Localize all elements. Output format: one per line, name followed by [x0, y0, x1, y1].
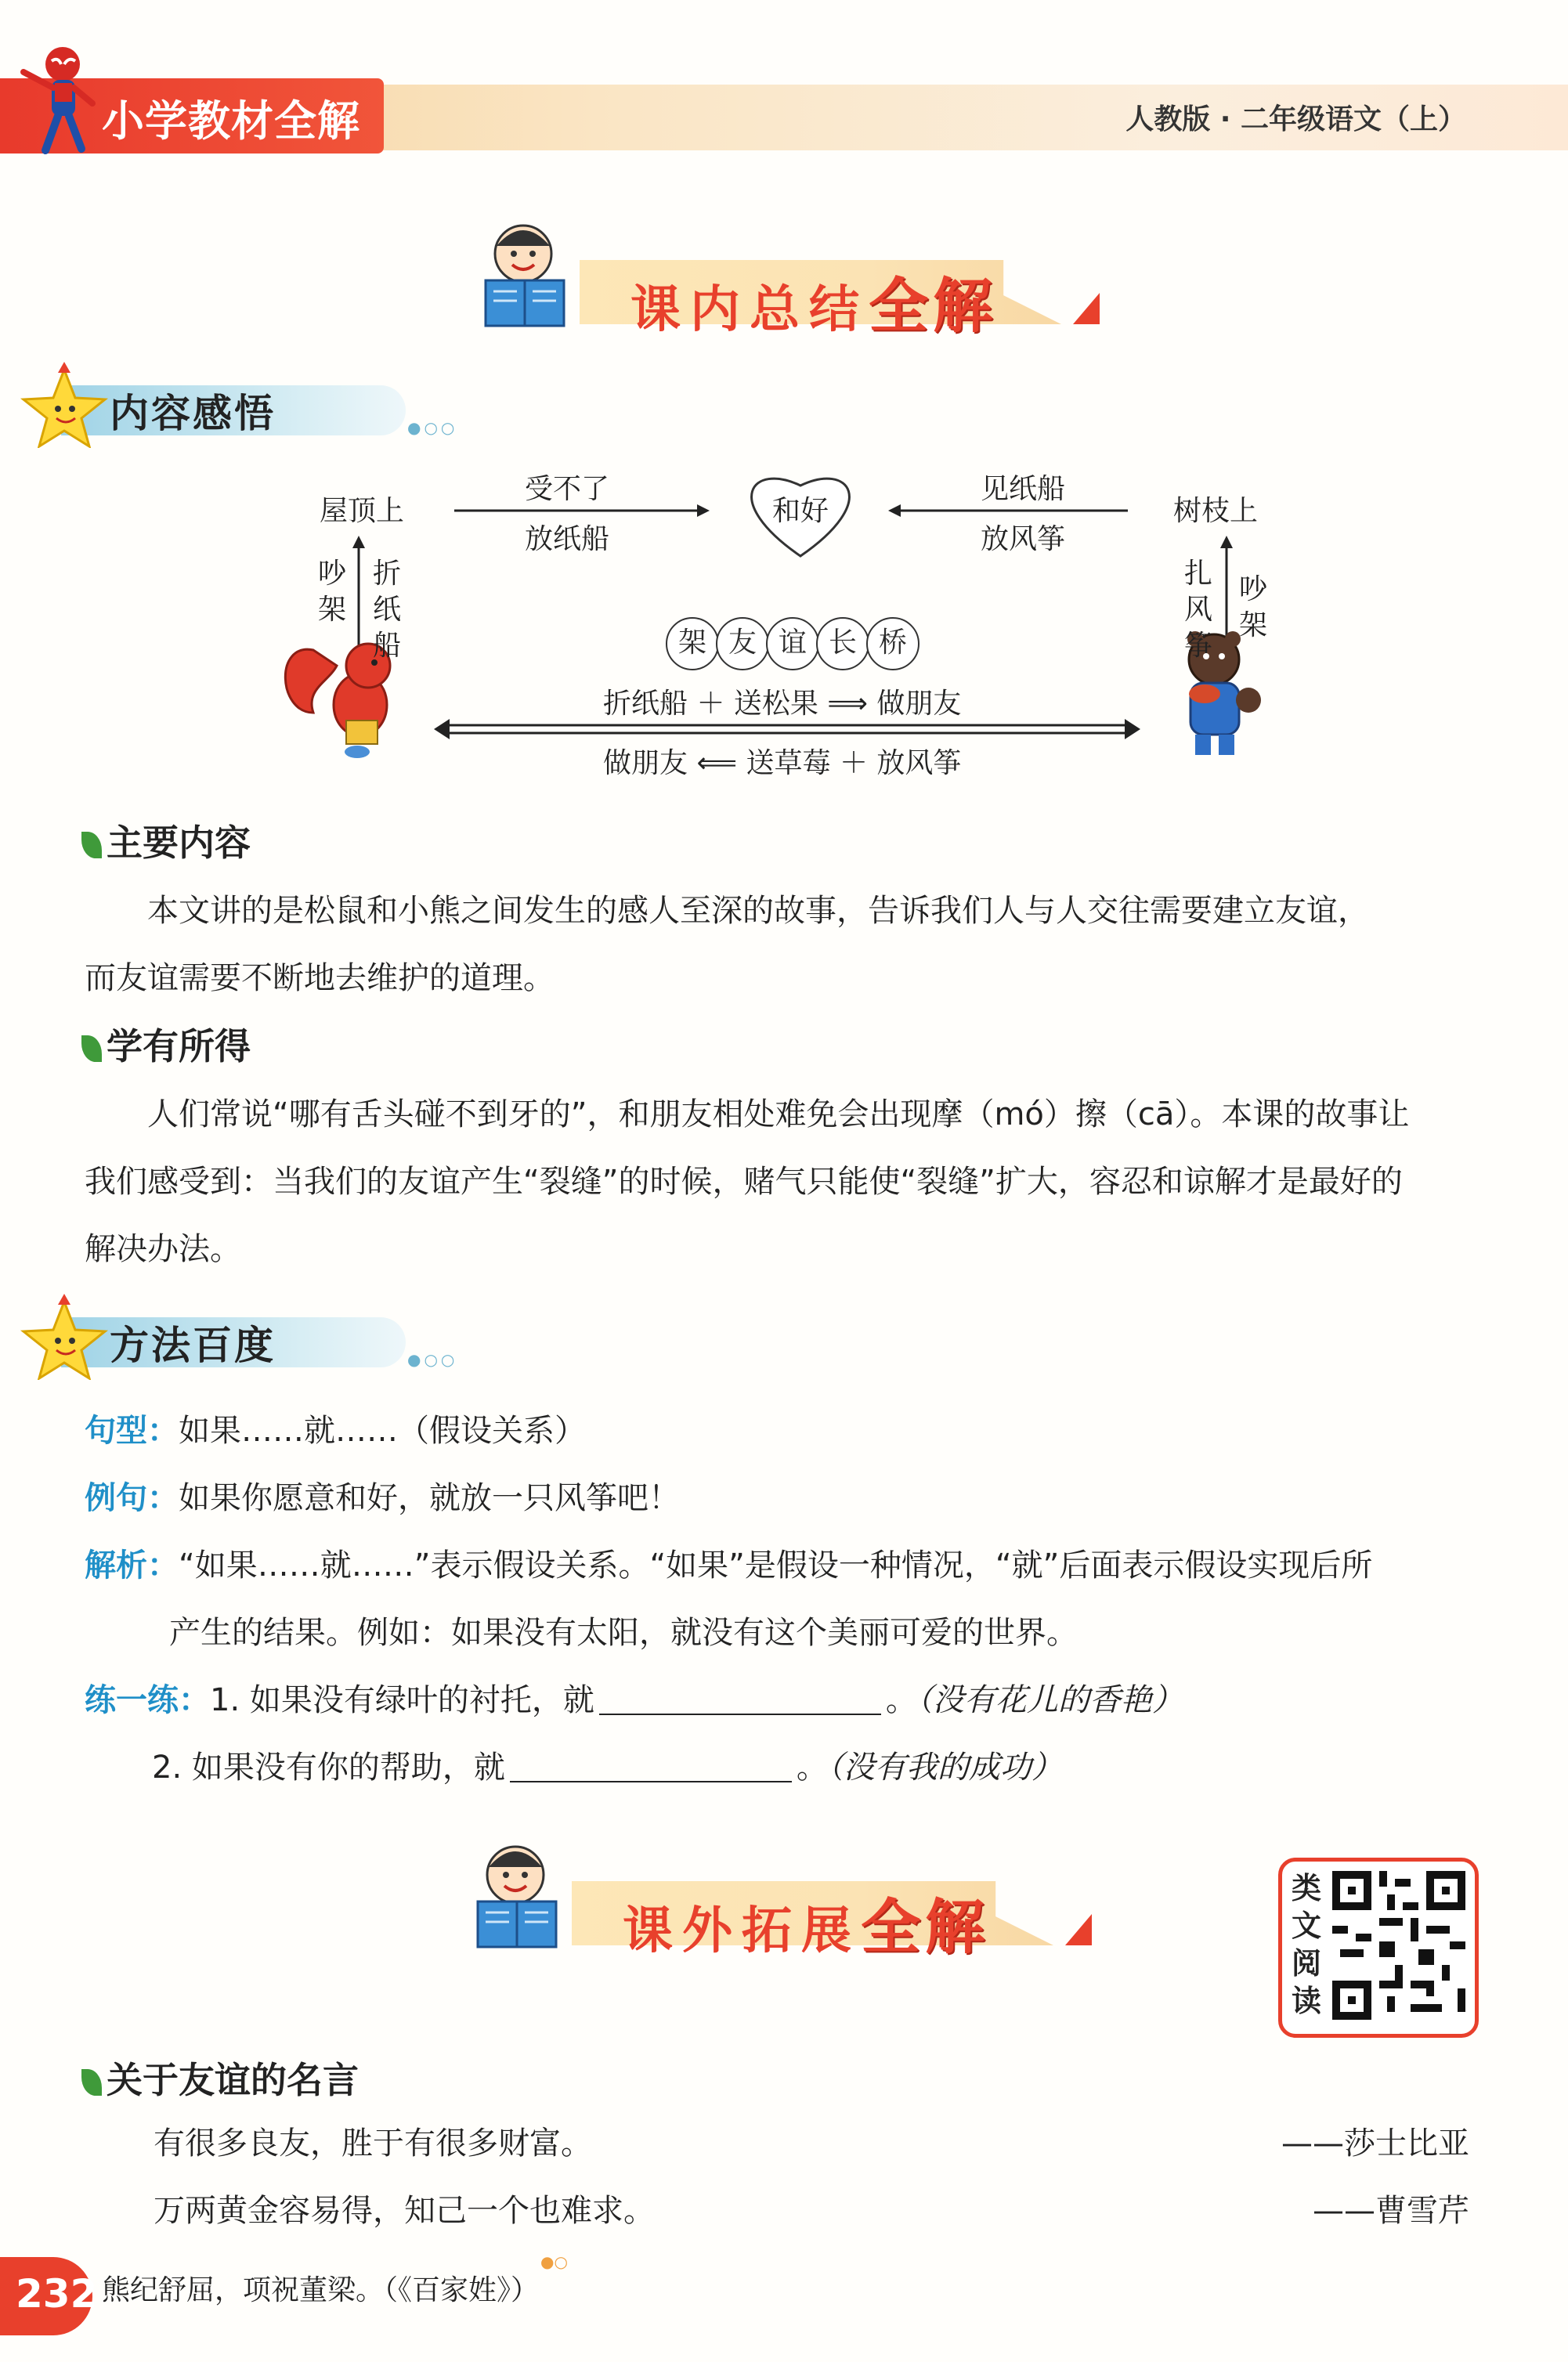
label-send-paper-boat: 放纸船: [525, 523, 610, 555]
bridge-char-2: 友: [716, 617, 769, 670]
heading-friendship-quotes: 关于友谊的名言: [81, 2052, 359, 2104]
pattern-text: 如果……就……（假设关系）: [179, 1413, 586, 1449]
star-mascot-icon: [0, 1294, 110, 1380]
footer-verse: 熊纪舒屈，项祝董梁。（《百家姓》）: [102, 2274, 540, 2306]
learned-line-1: 人们常说“哪有舌头碰不到牙的”，和朋友相处难免会出现摩（mó）擦（cā）。本课的故事让: [85, 1096, 1410, 1132]
main-content-line-2: 而友谊需要不断地去维护的道理。: [85, 960, 555, 996]
analysis-text-1: “如果……就……”表示假设关系。“如果”是假设一种情况，“就”后面表示假设实现后所: [179, 1548, 1373, 1584]
analysis-line-2: 产生的结果。例如：如果没有太阳，就没有这个美丽可爱的世界。: [169, 1615, 1078, 1651]
qr-code-box[interactable]: [1278, 1858, 1479, 2038]
flow-bottom-text: 做朋友 ⟸ 送草莓 ＋ 放风筝: [603, 747, 962, 779]
subsection-method: [0, 1294, 548, 1380]
section-title-in-class: [630, 258, 997, 344]
practice1-hint: （没有花儿的香艳）: [916, 1682, 1183, 1718]
flow-top-text: 折纸船 ＋ 送松果 ⟹ 做朋友: [603, 688, 962, 720]
banner-ribbon-tail: [1073, 293, 1100, 324]
section-banner-extension: [454, 1840, 1097, 1962]
footer-dots: ●○: [540, 2252, 568, 2271]
qr-label: 类文阅读: [1291, 1871, 1321, 2018]
heading-main-content: 主要内容: [81, 814, 251, 866]
star-mascot-icon: [0, 362, 110, 448]
page-number-badge: [0, 2257, 98, 2335]
bridge-char-3: 谊: [766, 617, 819, 670]
subsection-title: 内容感悟: [110, 391, 276, 436]
decorative-dots: ●○○: [407, 1350, 458, 1369]
learned-paragraph: [85, 1081, 1479, 1283]
heading-learned: 学有所得: [81, 1018, 251, 1070]
label-fold-boat: 折纸船: [372, 558, 401, 662]
boy-reading-icon: [454, 1840, 587, 1958]
practice1-prefix: 1. 如果没有绿叶的衬托，就: [210, 1682, 594, 1718]
label-cannot-stand: 受不了: [525, 473, 610, 505]
practice2-blank[interactable]: [510, 1753, 792, 1782]
practice-line-1: [85, 1667, 1494, 1734]
subsection-title: 方法百度: [110, 1323, 276, 1368]
bridge-char-4: 长: [816, 617, 869, 670]
label-branch: 树枝上: [1173, 495, 1259, 527]
label-quarrel-left: 吵架: [317, 558, 346, 626]
learned-line-3: 解决办法。: [85, 1231, 241, 1267]
example-label: 例句：: [85, 1480, 179, 1516]
pattern-line: [85, 1397, 1494, 1465]
quote-list: [154, 2110, 1469, 2245]
section-banner-in-class: [462, 219, 1104, 341]
label-fly-kite: 放风筝: [981, 523, 1066, 555]
quote-text: 有很多良友，胜于有很多财富。: [154, 2125, 592, 2162]
practice-label: 练一练：: [85, 1682, 210, 1718]
section-title-part-a: 课内总结: [630, 281, 869, 339]
label-see-paper-boat: 见纸船: [981, 473, 1066, 505]
subsection-content-insight: [0, 362, 548, 448]
label-make-kite: 扎风筝: [1183, 558, 1212, 662]
qr-code-icon: [1332, 1871, 1465, 2020]
practice2-suffix: 。: [796, 1750, 828, 1786]
quote-author: ——曹雪芹: [1313, 2193, 1469, 2229]
section-title-part-b: 全解: [869, 271, 997, 341]
pattern-label: 句型：: [85, 1413, 179, 1449]
example-line: [85, 1465, 1494, 1532]
story-flow-diagram: [282, 454, 1300, 799]
practice-line-2: [85, 1734, 1494, 1801]
practice2-prefix: 2. 如果没有你的帮助，就: [152, 1750, 505, 1786]
analysis-label: 解析：: [85, 1548, 179, 1584]
practice2-hint: （没有我的成功）: [827, 1750, 1063, 1786]
method-body: [85, 1397, 1494, 1801]
analysis-line-1: [85, 1532, 1494, 1599]
edition-label: 人教版 · 二年级语文（上）: [1125, 103, 1466, 135]
decorative-dots: ●○○: [407, 418, 458, 437]
practice1-blank[interactable]: [599, 1685, 881, 1715]
banner-ribbon-tail: [1065, 1914, 1092, 1945]
boy-reading-icon: [462, 219, 595, 337]
quote-text: 万两黄金容易得，知己一个也难求。: [154, 2193, 655, 2229]
section-title-part-a: 课外拓展: [623, 1902, 861, 1960]
section-title-extension: [623, 1880, 989, 1965]
learned-line-2: 我们感受到：当我们的友谊产生“裂缝”的时候，赌气只能使“裂缝”扩大，容忍和谅解才是最好的: [85, 1164, 1403, 1200]
quote-item: [154, 2110, 1469, 2177]
label-rooftop: 屋顶上: [320, 495, 405, 527]
example-text: 如果你愿意和好，就放一只风筝吧！: [179, 1480, 680, 1516]
page-number: 232: [16, 2271, 98, 2317]
series-title: 小学教材全解: [102, 96, 360, 146]
main-content-paragraph: [85, 877, 1479, 1012]
practice1-suffix: 。: [885, 1682, 917, 1718]
label-reconcile: 和好: [772, 495, 829, 527]
bridge-char-5: 桥: [866, 617, 919, 670]
bridge-char-1: 架: [666, 617, 719, 670]
spiderman-mascot-icon: [14, 41, 100, 158]
main-content-line-1: 本文讲的是松鼠和小熊之间发生的感人至深的故事，告诉我们人与人交往需要建立友谊，: [85, 893, 1369, 929]
label-quarrel-right: 吵架: [1238, 573, 1267, 641]
section-title-part-b: 全解: [861, 1892, 989, 1962]
quote-item: [154, 2177, 1469, 2245]
quote-author: ——莎士比亚: [1281, 2125, 1469, 2162]
